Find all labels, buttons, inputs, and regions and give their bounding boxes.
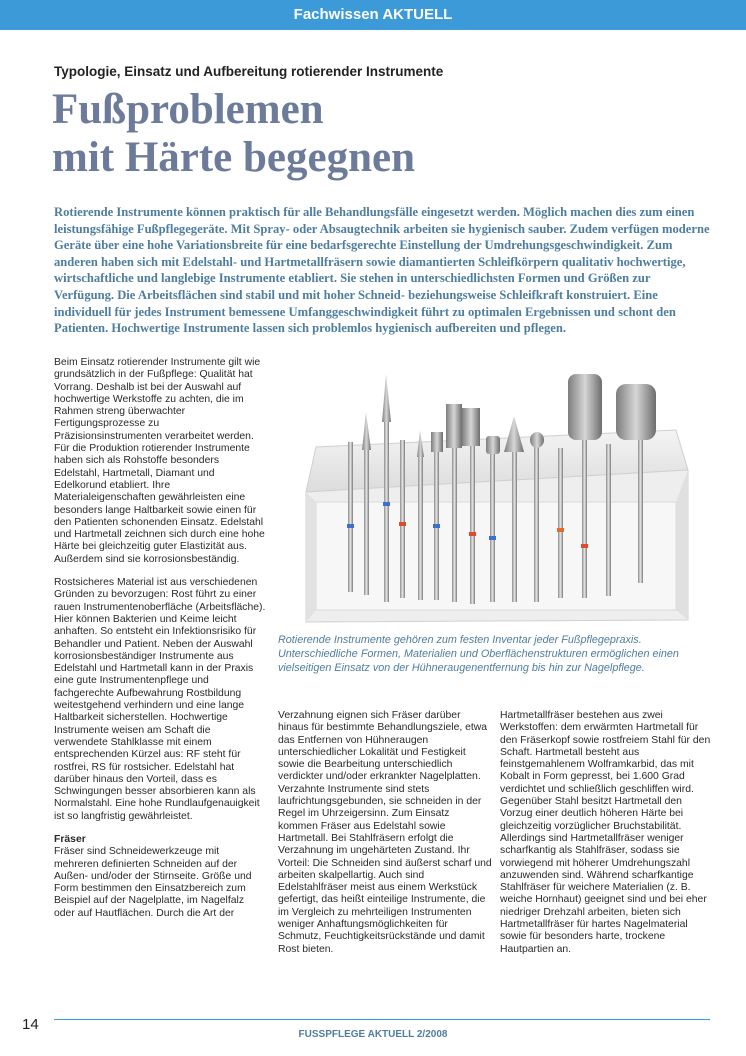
paragraph: Rostsicheres Material ist aus verschiedenen Gründen zu bevorzugen: Rost führt zu einer rauen Instrumentenoberfläche (Arbeitsfläche). Hier können Bakterien und Keime leicht anhaften. So entsteht ein Infektionsrisiko für Behandler und Patient. Neben der Auswahl korrosionsbeständiger Instrumente aus Edelstahl und Hartmetall kann in der Praxis eine gute Instrumentenpflege und fachgerechte Aufbewahrung Rostbildung weitestgehend verhindern und eine lange Haltbarkeit sicherstellen. Hochwertige Instrumente weisen am Schaft die verwendete Stahlklasse mit einem entsprechenden Kürzel aus: RF steht für rostfrei, RS für rostsicher. Edelstahl hat darüber hinaus den Vorteil, dass es Schwingungen besser absorbieren kann als Normalstahl. Eine hohe Rundlaufgenauigkeit ist so langfristig gewährleistet. — [54, 577, 266, 822]
instrument-stand-illustration — [276, 352, 710, 630]
subheading-fraeser: Fräser — [54, 833, 86, 845]
footer-rule — [54, 1019, 710, 1020]
paragraph: Verzahnung eignen sich Fräser darüber hinaus für bestimmte Behandlungsziele, etwa das Entfernen von Hühneraugen unterschiedlicher Lokalität und Festigkeit sowie die Bearbeitung unterschiedlich verdickter und/oder erkrankter Nagelplatten. Verzahnte Instrumente sind stets laufrichtungsgebunden, sie schneiden in der Regel im Uhrzeigersinn. Zum Einsatz kommen Fräser aus Edelstahl sowie Hartmetall. Bei Stahlfräsern erfolgt die Verzahnung im ungehärteten Zustand. Ihr Vorteil: Die Schneiden sind äußerst scharf und arbeiten skalpellartig. Auch sind Edelstahlfräser meist aus einem Werkstück gefertigt, das heißt einteilige Instrumente, die im Vergleich zu mehrteiligen Instrumenten weniger Anhaftungsmöglichkeiten für Schmutz, Feuchtigkeitsrückstände und damit Rost bieten. — [278, 710, 492, 955]
section-title: Fachwissen AKTUELL — [293, 6, 453, 23]
article-headline — [52, 86, 415, 182]
article-lead: Rotierende Instrumente können praktisch für alle Behandlungsfälle eingesetzt werden. Möglich machen dies zum einen leistungsfähige Fußpflegegeräte. Mit Spray- oder Absaugtechnik arbeiten sie hygienisch sauber. Zudem verfügen moderne Geräte über eine hohe Variationsbreite für eine bedarfsgerechte Einstellung der Umdrehungsgeschwindigkeit. Zum anderen haben sich mit Edelstahl- und Hartmetallfräsern sowie diamantierten Schleifkörpern qualitativ hochwertige, wirtschaftliche und langlebige Instrumente etabliert. Sie stehen in unterschiedlichsten Formen und Größen zur Verfügung. Die Arbeitsflächen sind stabil und mit hoher Schneid- beziehungsweise Schleifkraft konstruiert. Eine individuell für jedes Instrument bemessene Umfanggeschwindigkeit führt zu optimalen Ergebnissen und schont den Patienten. Hochwertige Instrumente lassen sich problemlos hygienisch aufbereiten und pflegen. — [54, 205, 710, 336]
paragraph: Hartmetallfräser bestehen aus zwei Werkstoffen: dem erwärmten Hartmetall für den Fräserkopf sowie rostfreiem Stahl für den Schaft. Hartmetall besteht aus feinstgemahlenem Wolframkarbid, das mit Kobalt in Form gepresst, bei 1.600 Grad verdichtet und schließlich geschliffen wird. Gegenüber Stahl besitzt Hartmetall den Vorzug einer deutlich höheren Härte bei gleichzeitig vorzüglicher Bruchstabilität. Allerdings sind Hartmetallfräser weniger scharfkantig als Stahlfräser, sodass sie vorwiegend mit höherer Umdrehungszahl anzuwenden sind. Während scharfkantige Stahlfräser für weichere Materialien (z. B. weiche Hornhaut) geeignet sind und bei eher niedriger Drehzahl arbeiten, bieten sich Hartmetallfräser für hartes Nagelmaterial sowie für besonders harte, trockene Hautpartien an. — [500, 710, 711, 955]
section-header-bar — [0, 0, 746, 30]
product-photo-instrument-stand — [276, 352, 710, 630]
paragraph: Beim Einsatz rotierender Instrumente gilt wie grundsätzlich in der Fußpflege: Qualität hat Vorrang. Deshalb ist bei der Auswahl auf hochwertige Werkstoffe zu achten, die im Rahmen streng überwachter Fertigungsprozesse zu Präzisionsinstrumenten verarbeitet werden. Für die Produktion rotierender Instrumente haben sich als Rohstoffe besonders Edelstahl, Hartmetall, Diamant und Edelkorund etabliert. Ihre Materialeigenschaften gewährleisten eine besonders lange Haltbarkeit sowie einen für den Patienten schonenden Einsatz. Edelstahl und Hartmetall zeichnen sich durch eine hohe Härte bei gleichzeitig guter Elastizität aus. Außerdem sind sie korrosionsbeständig. — [54, 357, 265, 565]
image-caption: Rotierende Instrumente gehören zum festen Inventar jeder Fußpflegepraxis. Unterschiedliche Formen, Materialien und Oberflächenstrukturen ermöglichen einen vielseitigen Einsatz von der Hühneraugenentfernung bis hin zur Nagelpflege. — [278, 634, 679, 674]
publication-title: FUSSPFLEGE AKTUELL 2/2008 — [298, 1029, 448, 1040]
text-column-2 — [278, 710, 492, 967]
paragraph: Fräser sind Schneidewerkzeuge mit mehreren definierten Schneiden auf der Außen- und/oder der Stirnseite. Größe und Form bestimmen den Einsatzbereich zum Beispiel auf der Nagelplatte, im Nagelfalz oder auf Hautflächen. Durch die Art der — [54, 846, 252, 919]
headline-line-2: mit Härte begegnen — [52, 134, 416, 181]
page-number: 14 — [22, 1016, 39, 1033]
text-column-1 — [54, 357, 266, 931]
article-kicker: Typologie, Einsatz und Aufbereitung rotierender Instrumente — [54, 64, 444, 79]
text-column-3 — [500, 710, 712, 967]
headline-line-1: Fußproblemen — [52, 86, 324, 133]
